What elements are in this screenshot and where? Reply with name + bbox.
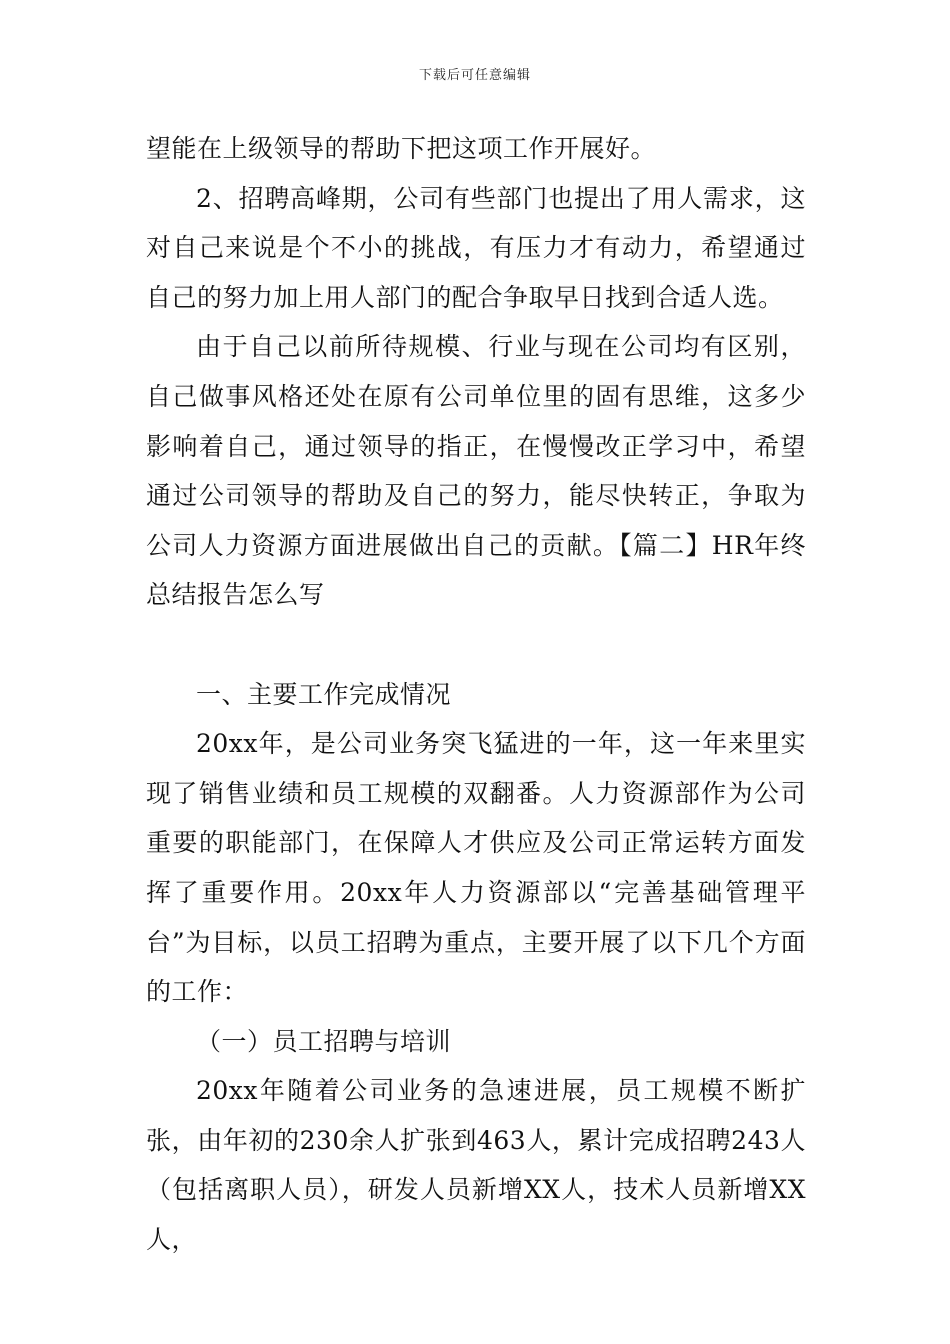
- blank-line: [146, 620, 806, 670]
- section-heading-main-work: 一、主要工作完成情况: [196, 679, 452, 709]
- paragraph-annual-overview: 20xx年，是公司业务突飞猛进的一年，这一年来里实现了销售业绩和员工规模的双翻番。人力资源部作为公司重要的职能部门，在保障人才供应及公司正常运转方面发挥了重要作用。20xx年人力资源部以“完善基础管理平台”为目标，以员工招聘为重点，主要开展了以下几个方面的工作：: [146, 729, 806, 1007]
- paragraph-self-reflection: 由于自己以前所待规模、行业与现在公司均有区别，自己做事风格还处在原有公司单位里的固有思维，这多少影响着自己，通过领导的指正，在慢慢改正学习中，希望通过公司领导的帮助及自己的努力，能尽快转正，争取为公司人力资源方面进展做出自己的贡献。【篇二】HR年终总结报告怎么写: [146, 332, 806, 610]
- paragraph-recruitment-peak: 2、招聘高峰期，公司有些部门也提出了用人需求，这对自己来说是个不小的挑战，有压力才有动力，希望通过自己的努力加上用人部门的配合争取早日找到合适人选。: [146, 183, 806, 312]
- page-header: 下载后可任意编辑: [418, 68, 531, 83]
- paragraph-continuation: 望能在上级领导的帮助下把这项工作开展好。: [146, 134, 657, 163]
- paragraph-recruitment-stats: 20xx年随着公司业务的急速进展，员工规模不断扩张，由年初的230余人扩张到463人，累计完成招聘243人（包括离职人员），研发人员新增XX人，技术人员新增XX人，: [146, 1076, 806, 1255]
- document-body: [146, 124, 806, 1265]
- subsection-heading-recruitment-training: （一）员工招聘与培训: [196, 1026, 452, 1056]
